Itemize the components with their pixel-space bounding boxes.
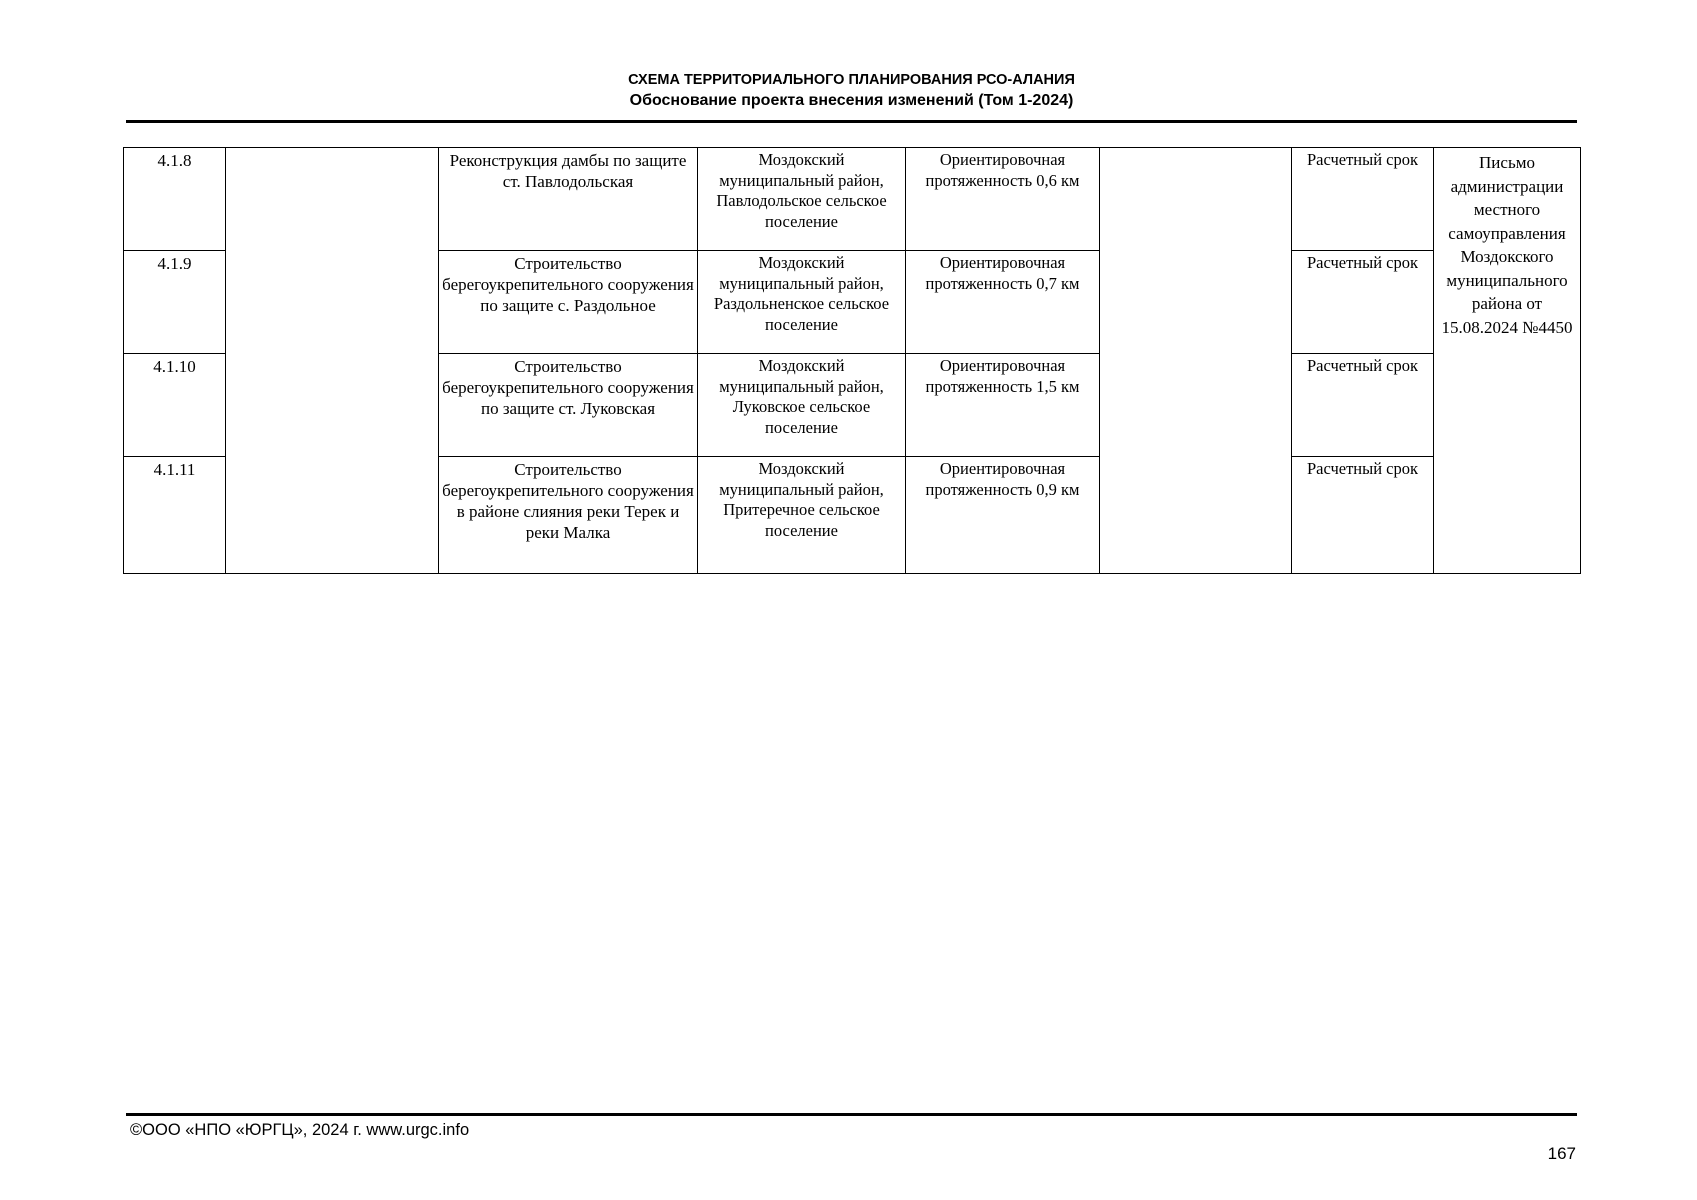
measure-name: Строительство берегоукрепительного сооружения по защите ст. Луковская bbox=[439, 354, 698, 457]
measure-term: Расчетный срок bbox=[1292, 354, 1434, 457]
page-number: 167 bbox=[1547, 1144, 1576, 1163]
measures-table bbox=[123, 147, 1581, 574]
measure-parameters: Ориентировочная протяженность 0,9 км bbox=[906, 457, 1100, 574]
row-number: 4.1.9 bbox=[124, 251, 226, 354]
empty-cell bbox=[1100, 148, 1292, 574]
footer-copyright: ©ООО «НПО «ЮРГЦ», 2024 г. www.urgc.info bbox=[130, 1121, 470, 1139]
empty-cell bbox=[226, 148, 439, 574]
measure-parameters: Ориентировочная протяженность 0,7 км bbox=[906, 251, 1100, 354]
measure-parameters: Ориентировочная протяженность 0,6 км bbox=[906, 148, 1100, 251]
measure-name: Строительство берегоукрепительного сооружения по защите с. Раздольное bbox=[439, 251, 698, 354]
row-number: 4.1.10 bbox=[124, 354, 226, 457]
document-subtitle: Обоснование проекта внесения изменений (Том 1-2024) bbox=[629, 92, 1074, 109]
measure-parameters: Ориентировочная протяженность 1,5 км bbox=[906, 354, 1100, 457]
measure-term: Расчетный срок bbox=[1292, 457, 1434, 574]
document-title: СХЕМА ТЕРРИТОРИАЛЬНОГО ПЛАНИРОВАНИЯ РСО-АЛАНИЯ bbox=[628, 72, 1075, 88]
row-number: 4.1.11 bbox=[124, 457, 226, 574]
measure-term: Расчетный срок bbox=[1292, 148, 1434, 251]
measure-location: Моздокский муниципальный район, Луковское сельское поселение bbox=[698, 354, 906, 457]
table-row bbox=[124, 148, 1581, 251]
footer-divider bbox=[126, 1113, 1577, 1116]
measure-location: Моздокский муниципальный район, Притеречное сельское поселение bbox=[698, 457, 906, 574]
measure-name: Строительство берегоукрепительного сооружения в районе слияния реки Терек и реки Малка bbox=[439, 457, 698, 574]
measure-location: Моздокский муниципальный район, Раздольненское сельское поселение bbox=[698, 251, 906, 354]
measure-name: Реконструкция дамбы по защите ст. Павлодольская bbox=[439, 148, 698, 251]
measure-term: Расчетный срок bbox=[1292, 251, 1434, 354]
row-number: 4.1.8 bbox=[124, 148, 226, 251]
page-header bbox=[126, 70, 1577, 112]
header-divider bbox=[126, 120, 1577, 123]
measure-location: Моздокский муниципальный район, Павлодольское сельское поселение bbox=[698, 148, 906, 251]
basis-document: Письмо администрации местного самоуправления Моздокского муниципального района от 15.08.2024 №4450 bbox=[1434, 148, 1581, 574]
